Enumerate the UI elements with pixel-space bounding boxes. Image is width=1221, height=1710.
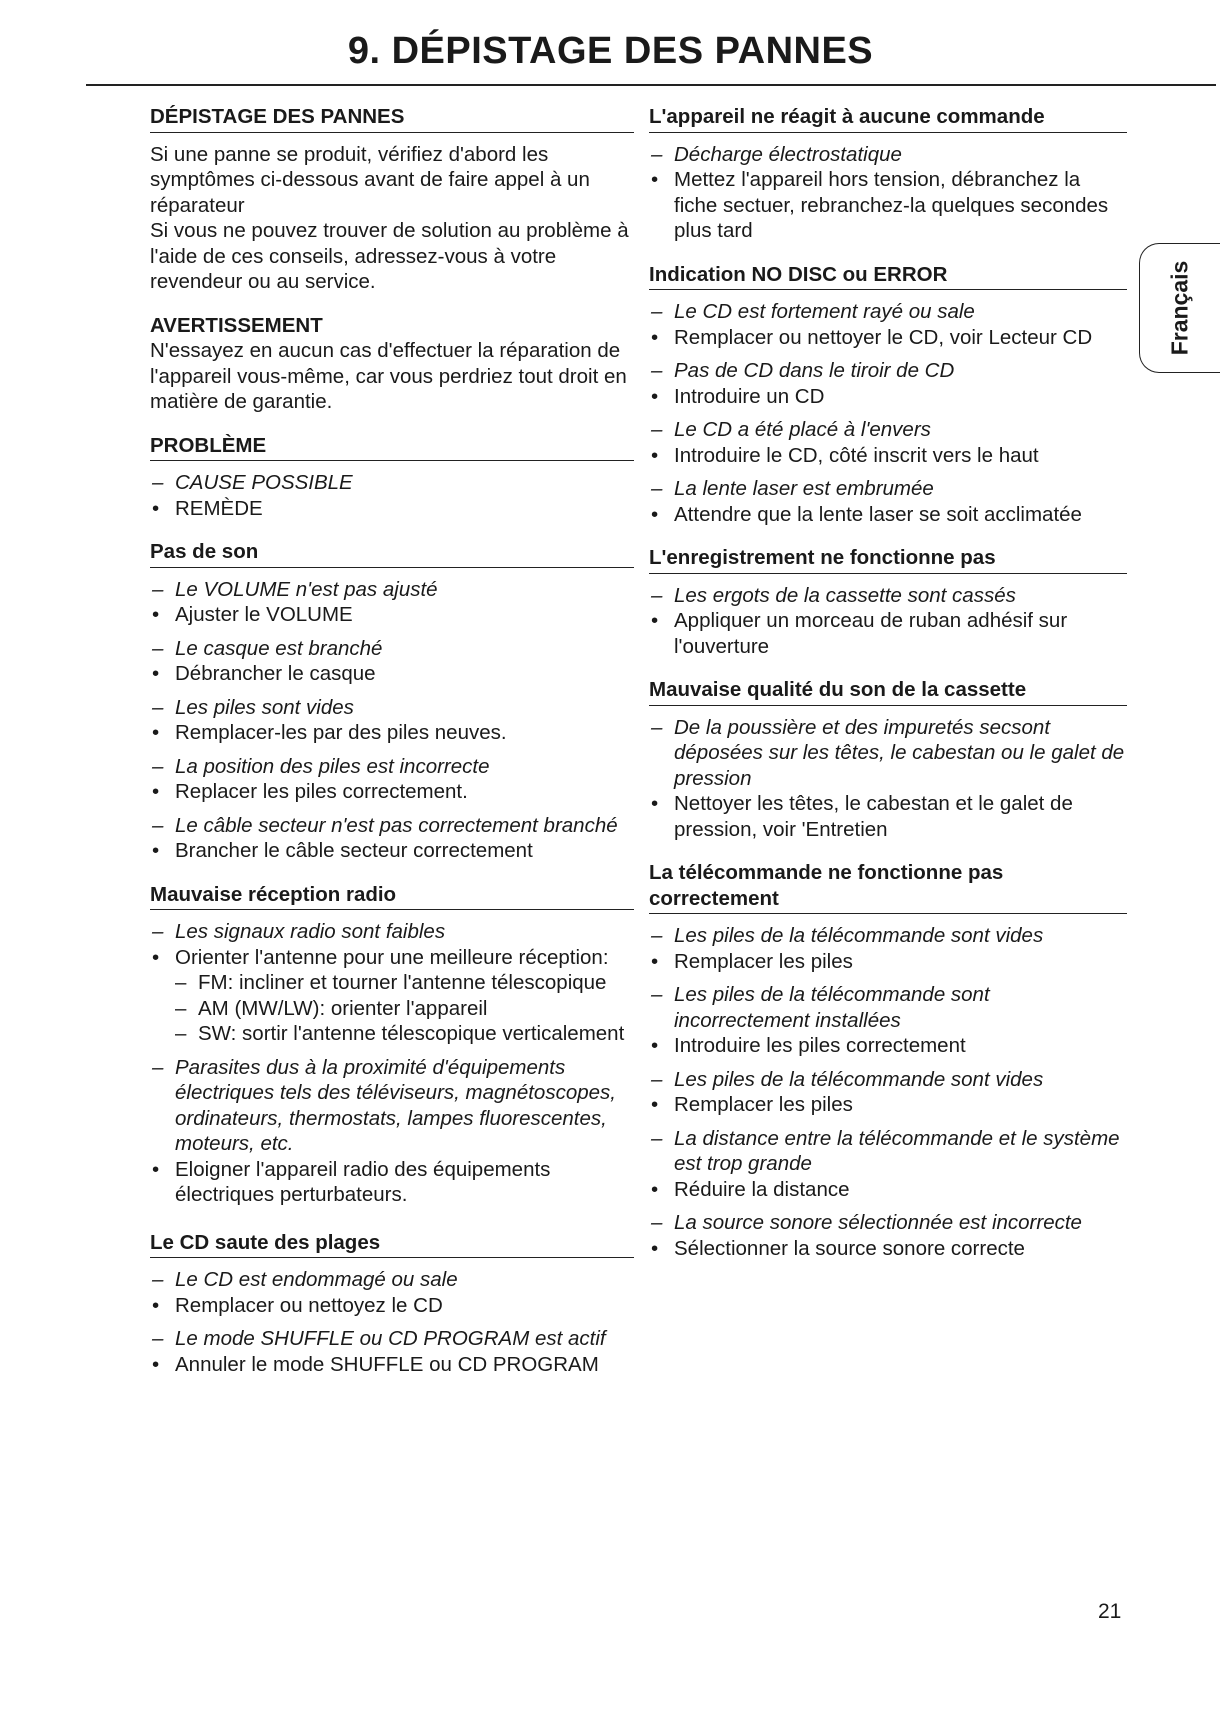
radio-heading: Mauvaise réception radio <box>150 882 634 911</box>
warning-text: N'essayez en aucun cas d'effectuer la réparation de l'appareil vous-même, car vous perdriez tout droit en matière de garantie. <box>150 339 627 413</box>
intro-paragraph: Si une panne se produit, vérifiez d'abord les symptômes ci-dessous avant de faire appel à un réparateur <box>150 142 590 217</box>
cause-item: – Les piles de la télécommande sont vides <box>651 1067 1044 1091</box>
radio-group-1 <box>150 919 634 1047</box>
cause-item: – Décharge électrostatique <box>651 142 902 166</box>
remedy-item: • Débrancher le casque <box>152 662 376 685</box>
legend-group <box>150 470 634 521</box>
no-sound-group-1 <box>150 577 634 628</box>
cause-item: – De la poussière et des impuretés secsont déposées sur les têtes, le cabestan ou le galet de pression <box>651 715 1125 790</box>
cause-item: – Les piles de la télécommande sont incorrectement installées <box>651 983 990 1032</box>
cause-item: – Pas de CD dans le tiroir de CD <box>651 359 955 382</box>
remedy-item: • Remplacer ou nettoyez le CD <box>152 1293 443 1317</box>
legend-remedy: • REMÈDE <box>152 496 263 520</box>
remote-group-1 <box>649 923 1127 974</box>
remedy-item: • Remplacer-les par des piles neuves. <box>152 721 507 744</box>
intro-heading: DÉPISTAGE DES PANNES <box>150 104 634 133</box>
legend-cause: – CAUSE POSSIBLE <box>152 471 353 494</box>
cause-item: – Le CD a été placé à l'envers <box>651 418 931 441</box>
no-disc-group-2 <box>649 358 1127 409</box>
remote-heading: La télécommande ne fonctionne pas correctement <box>649 860 1127 914</box>
cause-item: – Le casque est branché <box>152 636 383 660</box>
cassette-quality-heading: Mauvaise qualité du son de la cassette <box>649 677 1127 706</box>
remedy-item: • Attendre que la lente laser se soit acclimatée <box>651 502 1082 526</box>
remedy-item: • Introduire le CD, côté inscrit vers le haut <box>651 443 1039 467</box>
language-tab-label: Français <box>1166 260 1193 356</box>
left-column <box>150 104 634 1385</box>
cause-item: – Les ergots de la cassette sont cassés <box>651 583 1016 607</box>
no-disc-heading: Indication NO DISC ou ERROR <box>649 262 1127 291</box>
no-sound-group-4 <box>150 754 634 805</box>
warning-heading: AVERTISSEMENT <box>150 313 323 337</box>
no-sound-heading: Pas de son <box>150 539 634 568</box>
remedy-item: • Mettez l'appareil hors tension, débranchez la fiche sectuer, rebranchez-la quelques secondes plus tard <box>651 168 1109 242</box>
cause-item: – Le VOLUME n'est pas ajusté <box>152 577 438 601</box>
title-rule <box>86 84 1216 86</box>
cause-item: – Parasites dus à la proximité d'équipements électriques tels des téléviseurs, magnétoscopes, ordinateurs, thermostats, lampes fluorescentes, moteurs, etc. <box>152 1055 616 1155</box>
cd-skip-group-1 <box>150 1267 634 1318</box>
cause-item: – La position des piles est incorrecte <box>152 754 490 778</box>
cause-item: – La distance entre la télécommande et le système est trop grande <box>651 1126 1120 1175</box>
right-column <box>649 104 1127 1269</box>
no-response-group <box>649 142 1127 244</box>
no-response-heading: L'appareil ne réagit à aucune commande <box>649 104 1127 133</box>
remedy-item: • Eloigner l'appareil radio des équipements électriques perturbateurs. <box>152 1157 551 1206</box>
recording-group <box>649 583 1127 660</box>
remedy-item: • Remplacer les piles <box>651 949 853 973</box>
remedy-item: • Orienter l'antenne pour une meilleure réception: <box>152 945 609 969</box>
cause-item: – Les signaux radio sont faibles <box>152 920 446 943</box>
remedy-item: • Annuler le mode SHUFFLE ou CD PROGRAM <box>152 1352 599 1376</box>
cd-skip-group-2 <box>150 1326 634 1377</box>
radio-group-2 <box>150 1055 634 1208</box>
sub-item: – FM: incliner et tourner l'antenne télescopique <box>175 971 607 994</box>
page-number: 21 <box>1098 1600 1122 1623</box>
remedy-item: • Réduire la distance <box>651 1177 850 1201</box>
remote-group-4 <box>649 1126 1127 1203</box>
cause-item: – Les piles sont vides <box>152 695 354 719</box>
remedy-item: • Introduire les piles correctement <box>651 1034 966 1057</box>
cause-item: – Les piles de la télécommande sont vides <box>651 924 1044 947</box>
remedy-item: • Nettoyer les têtes, le cabestan et le galet de pression, voir 'Entretien <box>651 792 1073 841</box>
no-sound-group-2 <box>150 636 634 687</box>
cause-item: – Le mode SHUFFLE ou CD PROGRAM est actif <box>152 1327 606 1350</box>
remedy-item: • Appliquer un morceau de ruban adhésif sur l'ouverture <box>651 609 1068 658</box>
recording-heading: L'enregistrement ne fonctionne pas <box>649 545 1127 574</box>
remedy-item: • Remplacer ou nettoyer le CD, voir Lecteur CD <box>651 325 1093 349</box>
remedy-item: • Remplacer les piles <box>651 1093 853 1116</box>
remote-group-2 <box>649 982 1127 1059</box>
no-disc-group-1 <box>649 299 1127 350</box>
no-sound-group-5 <box>150 813 634 864</box>
language-tab <box>1139 243 1220 373</box>
no-sound-group-3 <box>150 695 634 746</box>
no-disc-group-3 <box>649 417 1127 468</box>
cause-item: – La source sonore sélectionnée est incorrecte <box>651 1211 1082 1234</box>
cause-item: – Le CD est endommagé ou sale <box>152 1268 458 1291</box>
remote-group-3 <box>649 1067 1127 1118</box>
cause-item: – Le CD est fortement rayé ou sale <box>651 300 975 323</box>
remedy-item: • Ajuster le VOLUME <box>152 603 353 626</box>
cause-item: – La lente laser est embrumée <box>651 477 934 500</box>
remedy-item: • Replacer les piles correctement. <box>152 780 468 803</box>
cd-skip-heading: Le CD saute des plages <box>150 1230 634 1259</box>
remedy-item: • Brancher le câble secteur correctement <box>152 839 533 862</box>
remote-group-5 <box>649 1210 1127 1261</box>
no-disc-group-4 <box>649 476 1127 527</box>
remedy-item: • Introduire un CD <box>651 384 825 408</box>
remedy-item: • Sélectionner la source sonore correcte <box>651 1236 1025 1260</box>
intro-paragraph-2: Si vous ne pouvez trouver de solution au problème à l'aide de ces conseils, adressez-vous à votre revendeur ou au service. <box>150 219 629 293</box>
sub-item: – SW: sortir l'antenne télescopique verticalement <box>175 1022 625 1045</box>
page-title: 9. DÉPISTAGE DES PANNES <box>347 30 874 72</box>
cause-item: – Le câble secteur n'est pas correctement branché <box>152 813 618 837</box>
cassette-quality-group <box>649 715 1127 843</box>
sub-item: – AM (MW/LW): orienter l'appareil <box>175 996 488 1020</box>
legend-heading: PROBLÈME <box>150 433 634 462</box>
